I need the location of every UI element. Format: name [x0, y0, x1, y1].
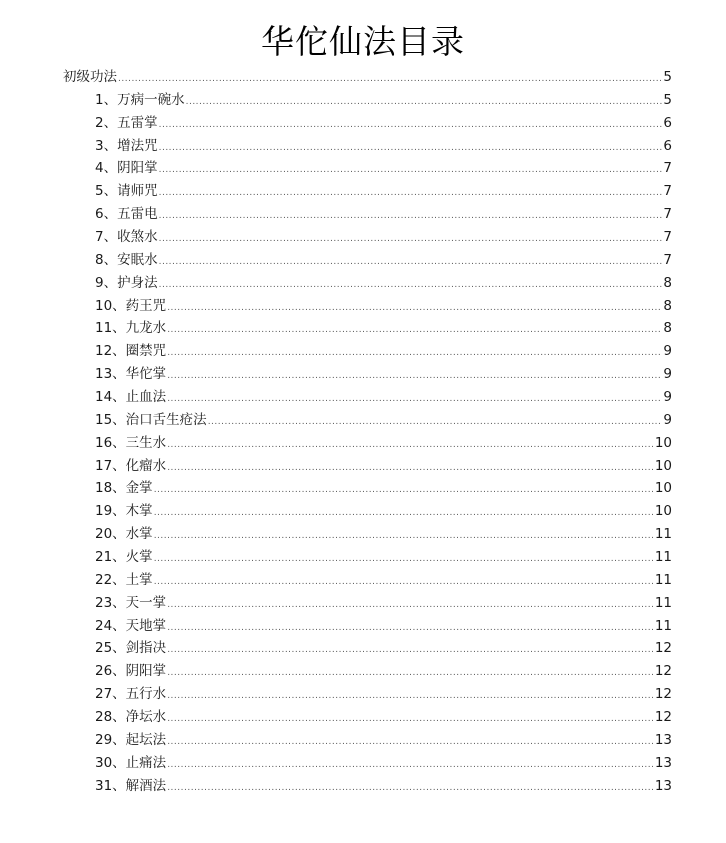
toc-entry-row[interactable] [63, 592, 672, 615]
toc-page-number: 8 [663, 320, 672, 337]
toc-entry-row[interactable] [63, 660, 672, 683]
toc-entry-row[interactable] [63, 157, 672, 180]
toc-entry-label: 6、五雷电 [95, 206, 158, 223]
toc-entry-label: 23、天一掌 [95, 594, 167, 611]
dot-leader [167, 434, 654, 457]
dot-leader [208, 411, 663, 434]
toc-entry-label: 8、安眠水 [95, 251, 158, 268]
toc-page-number: 5 [663, 91, 672, 108]
toc-entry-label: 25、剑指决 [95, 640, 167, 657]
toc-entry-label: 22、土掌 [95, 571, 153, 588]
toc-entry-row[interactable] [63, 546, 672, 569]
toc-page-number: 12 [654, 709, 672, 726]
toc-section-row[interactable] [63, 66, 672, 89]
toc-entry-row[interactable] [63, 752, 672, 775]
toc-entry-row[interactable] [63, 523, 672, 546]
toc-entry-label: 11、九龙水 [95, 320, 167, 337]
toc-page-number: 11 [654, 617, 672, 634]
toc-entry-label: 7、收煞水 [95, 229, 158, 246]
dot-leader [154, 571, 654, 594]
toc-entry-row[interactable] [63, 615, 672, 638]
toc-entry-row[interactable] [63, 386, 672, 409]
toc-entry-row[interactable] [63, 203, 672, 226]
toc-entry-label: 2、五雷掌 [95, 114, 158, 131]
dot-leader [154, 502, 654, 525]
toc-entry-row[interactable] [63, 135, 672, 158]
toc-page-number: 9 [663, 366, 672, 383]
toc-entry-row[interactable] [63, 363, 672, 386]
toc-page-number: 5 [663, 69, 672, 85]
toc-page-number: 9 [663, 411, 672, 428]
toc-entry-row[interactable] [63, 683, 672, 706]
toc-entry-label: 17、化瘤水 [95, 457, 167, 474]
dot-leader [159, 228, 663, 251]
toc-entry-row[interactable] [63, 569, 672, 592]
toc-entry-label: 30、止痛法 [95, 754, 167, 771]
dot-leader [154, 479, 654, 502]
toc-page-number: 13 [654, 754, 672, 771]
toc-entry-label: 26、阴阳掌 [95, 663, 167, 680]
toc-page-number: 10 [654, 457, 672, 474]
toc-entry-row[interactable] [63, 775, 672, 798]
dot-leader [167, 342, 662, 365]
toc-page-number: 12 [654, 640, 672, 657]
toc-entry-label: 3、增法咒 [95, 137, 158, 154]
toc-page-number: 11 [654, 571, 672, 588]
toc-entry-label: 14、止血法 [95, 389, 167, 406]
toc-entry-label: 31、解酒法 [95, 777, 167, 794]
dot-leader [167, 662, 654, 685]
dot-leader [159, 205, 663, 228]
dot-leader [154, 525, 654, 548]
toc-entry-row[interactable] [63, 272, 672, 295]
dot-leader [154, 548, 654, 571]
toc-page-number: 12 [654, 686, 672, 703]
table-of-contents [63, 66, 672, 798]
toc-page-number: 13 [654, 777, 672, 794]
toc-page-number: 11 [654, 594, 672, 611]
toc-entry-label: 18、金掌 [95, 480, 153, 497]
toc-page-number: 6 [663, 137, 672, 154]
toc-page-number: 8 [663, 274, 672, 291]
toc-entry-row[interactable] [63, 226, 672, 249]
toc-entry-row[interactable] [63, 432, 672, 455]
toc-page-number: 7 [663, 183, 672, 200]
dot-leader [167, 639, 654, 662]
toc-page-number: 10 [654, 480, 672, 497]
toc-entry-row[interactable] [63, 500, 672, 523]
toc-entry-label: 5、请师咒 [95, 183, 158, 200]
toc-page-number: 12 [654, 663, 672, 680]
dot-leader [167, 777, 654, 800]
toc-entry-label: 12、圈禁咒 [95, 343, 167, 360]
toc-section-label: 初级功法 [63, 69, 117, 85]
dot-leader [167, 388, 662, 411]
dot-leader [159, 274, 663, 297]
dot-leader [159, 159, 663, 182]
toc-entry-row[interactable] [63, 89, 672, 112]
toc-entry-row[interactable] [63, 317, 672, 340]
toc-entry-label: 20、水掌 [95, 526, 153, 543]
dot-leader [186, 91, 663, 114]
toc-entry-row[interactable] [63, 340, 672, 363]
toc-page-number: 13 [654, 731, 672, 748]
toc-entry-label: 27、五行水 [95, 686, 167, 703]
toc-entry-label: 19、木掌 [95, 503, 153, 520]
toc-page-number: 7 [663, 160, 672, 177]
toc-entry-row[interactable] [63, 477, 672, 500]
document-title: 华佗仙法目录 [261, 22, 465, 61]
toc-page-number: 7 [663, 229, 672, 246]
toc-entry-label: 29、起坛法 [95, 731, 167, 748]
toc-entry-label: 1、万病一碗水 [95, 91, 185, 108]
dot-leader [159, 137, 663, 160]
toc-entry-label: 15、治口舌生疮法 [95, 411, 207, 428]
dot-leader [167, 708, 654, 731]
toc-entry-row[interactable] [63, 409, 672, 432]
toc-entry-label: 10、药王咒 [95, 297, 167, 314]
dot-leader [159, 251, 663, 274]
dot-leader [159, 114, 663, 137]
toc-entry-label: 16、三生水 [95, 434, 167, 451]
toc-entry-label: 24、天地掌 [95, 617, 167, 634]
toc-page-number: 9 [663, 343, 672, 360]
toc-entry-row[interactable] [63, 249, 672, 272]
dot-leader [167, 594, 654, 617]
toc-entry-label: 9、护身法 [95, 274, 158, 291]
toc-entry-label: 21、火掌 [95, 549, 153, 566]
toc-entry-row[interactable] [63, 729, 672, 752]
dot-leader [167, 754, 654, 777]
toc-entry-row[interactable] [63, 706, 672, 729]
toc-page-number: 11 [654, 549, 672, 566]
toc-page-number: 7 [663, 206, 672, 223]
dot-leader [167, 617, 654, 640]
toc-entry-label: 13、华佗掌 [95, 366, 167, 383]
toc-entry-label: 28、净坛水 [95, 709, 167, 726]
dot-leader [167, 731, 654, 754]
dot-leader [159, 182, 663, 205]
toc-entry-row[interactable] [63, 295, 672, 318]
toc-page-number: 9 [663, 389, 672, 406]
toc-entry-row[interactable] [63, 112, 672, 135]
toc-entry-row[interactable] [63, 180, 672, 203]
toc-entry-label: 4、阴阳掌 [95, 160, 158, 177]
toc-page-number: 8 [663, 297, 672, 314]
dot-leader [167, 685, 654, 708]
toc-page-number: 10 [654, 434, 672, 451]
toc-entry-row[interactable] [63, 637, 672, 660]
toc-entry-row[interactable] [63, 455, 672, 478]
dot-leader [167, 365, 662, 388]
dot-leader [118, 68, 662, 91]
dot-leader [167, 457, 654, 480]
toc-page-number: 11 [654, 526, 672, 543]
dot-leader [167, 297, 662, 320]
dot-leader [167, 319, 662, 342]
toc-page-number: 6 [663, 114, 672, 131]
toc-page-number: 7 [663, 251, 672, 268]
toc-page-number: 10 [654, 503, 672, 520]
